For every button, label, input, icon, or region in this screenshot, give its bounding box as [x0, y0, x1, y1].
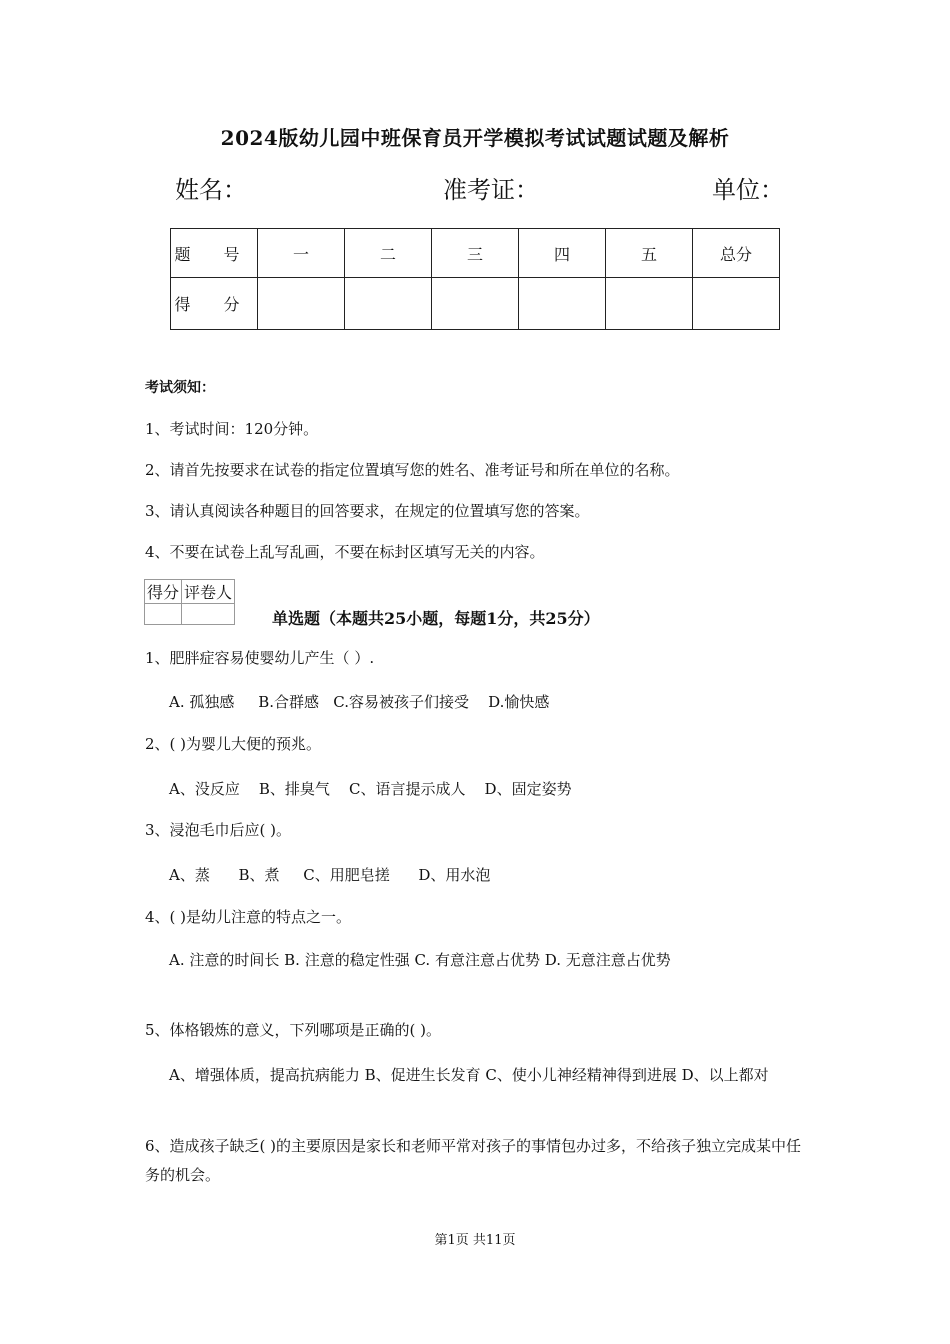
column-total: 总分 [693, 229, 780, 278]
score-cell [432, 278, 519, 330]
score-cell [519, 278, 606, 330]
score-cell [258, 278, 345, 330]
question-stem: 3、浸泡毛巾后应( )。 [145, 821, 292, 839]
question-stem: 6、造成孩子缺乏( )的主要原因是家长和老师平常对孩子的事情包办过多，不给孩子独立完成某中任务的机会。 [145, 1137, 802, 1184]
page-title: 2024版幼儿园中班保育员开学模拟考试试题试题及解析 [220, 126, 730, 150]
score-table-header-row [171, 229, 780, 278]
question-options: A. 注意的时间长 B. 注意的稳定性强 C. 有意注意占优势 D. 无意注意占优势 [169, 951, 671, 969]
grader-score-cell [145, 604, 182, 625]
question-options: A、蒸 B、煮 C、用肥皂搓 D、用水泡 [169, 866, 491, 884]
unit-label: 单位： [712, 176, 784, 204]
grader-reviewer-label: 评卷人 [182, 580, 235, 604]
notice-item: 3、请认真阅读各种题目的回答要求，在规定的位置填写您的答案。 [145, 502, 590, 520]
question-options: A、增强体质，提高抗病能力 B、促进生长发育 C、使小儿神经精神得到进展 D、以上都对 [169, 1066, 769, 1084]
score-cell [345, 278, 432, 330]
score-table [170, 228, 780, 330]
question-stem: 2、( )为婴儿大便的预兆。 [145, 735, 322, 753]
section-title: 单选题（本题共25小题，每题1分，共25分） [272, 609, 600, 628]
column-5: 五 [606, 229, 693, 278]
score-table-score-row [171, 278, 780, 330]
column-3: 三 [432, 229, 519, 278]
column-4: 四 [519, 229, 606, 278]
page-footer: 第1页 共11页 [434, 1233, 516, 1248]
column-1: 一 [258, 229, 345, 278]
notice-item: 1、考试时间：120分钟。 [145, 420, 319, 438]
grader-reviewer-cell [182, 604, 235, 625]
notice-heading: 考试须知： [145, 380, 215, 396]
score-cell [693, 278, 780, 330]
notice-item: 4、不要在试卷上乱写乱画，不要在标封区填写无关的内容。 [145, 543, 545, 561]
name-label: 姓名： [175, 176, 247, 204]
question-stem: 5、体格锻炼的意义，下列哪项是正确的( )。 [145, 1021, 442, 1039]
question-options: A、没反应 B、排臭气 C、语言提示成人 D、固定姿势 [169, 780, 572, 798]
notice-item: 2、请首先按要求在试卷的指定位置填写您的姓名、准考证号和所在单位的名称。 [145, 461, 680, 479]
question-number-label: 题 号 [171, 229, 258, 278]
question-options: A. 孤独感 B.合群感 C.容易被孩子们接受 D.愉快感 [169, 693, 550, 711]
grader-score-label: 得分 [145, 580, 182, 604]
column-2: 二 [345, 229, 432, 278]
exam-id-label: 准考证： [443, 176, 539, 204]
grader-box [144, 579, 235, 625]
score-cell [606, 278, 693, 330]
question-stem: 4、( )是幼儿注意的特点之一。 [145, 908, 352, 926]
question-stem: 1、肥胖症容易使婴幼儿产生（ ）. [145, 649, 375, 667]
score-label: 得 分 [171, 278, 258, 330]
